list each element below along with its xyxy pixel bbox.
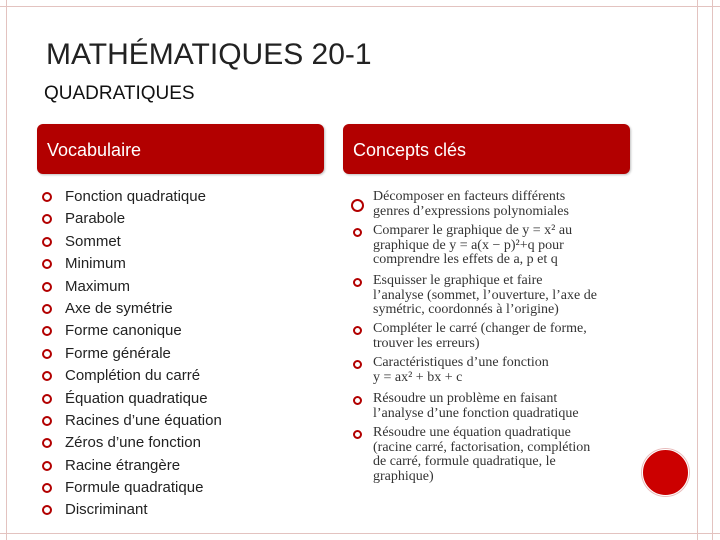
vocabulary-item	[40, 343, 222, 365]
vocabulary-item	[40, 320, 222, 342]
slide-subtitle: QUADRATIQUES	[44, 83, 195, 104]
key-concept-item	[350, 274, 597, 318]
vocabulary-item	[40, 208, 222, 230]
key-concept-item	[350, 426, 590, 484]
vocabulary-item	[40, 253, 222, 275]
bullet-ring-icon	[351, 199, 364, 212]
vocabulary-item-label: Forme canonique	[65, 322, 182, 340]
vocabulary-item-label: Équation quadratique	[65, 389, 208, 407]
bullet-ring-icon	[353, 326, 362, 335]
vocabulary-item	[40, 276, 222, 298]
slide-border-top	[0, 6, 720, 7]
decorative-red-circle	[642, 449, 689, 496]
vocabulary-item	[40, 388, 222, 410]
bullet-ring-icon	[42, 259, 52, 269]
vocabulary-list	[40, 186, 222, 522]
vocabulary-item-label: Racines d’une équation	[65, 411, 222, 429]
vocabulary-item-label: Sommet	[65, 232, 121, 250]
vocabulary-item	[40, 298, 222, 320]
bullet-ring-icon	[42, 461, 52, 471]
slide-border-left	[6, 0, 7, 540]
key-concept-item	[350, 356, 549, 385]
bullet-ring-icon	[353, 278, 362, 287]
vocabulary-item	[40, 231, 222, 253]
bullet-ring-icon	[42, 483, 52, 493]
bullet-ring-icon	[42, 416, 52, 426]
bullet-ring-icon	[42, 237, 52, 247]
vocabulary-item	[40, 365, 222, 387]
bullet-ring-icon	[353, 430, 362, 439]
bullet-ring-icon	[353, 396, 362, 405]
key-concept-item	[350, 322, 587, 351]
slide-border-right-outer	[712, 0, 713, 540]
vocabulary-item-label: Fonction quadratique	[65, 188, 206, 205]
key-concept-item	[350, 190, 569, 219]
slide-border-right	[697, 0, 698, 540]
slide-border-bottom	[0, 533, 720, 534]
bullet-ring-icon	[42, 214, 52, 224]
vocabulary-item-label: Formule quadratique	[65, 479, 204, 497]
bullet-ring-icon	[353, 228, 362, 237]
vocabulary-item-label: Maximum	[65, 277, 131, 295]
vocabulary-item	[40, 186, 222, 208]
vocabulary-item-label: Zéros d’une fonction	[65, 434, 201, 452]
vocabulary-item-label: Minimum	[65, 255, 126, 273]
vocabulary-item	[40, 499, 222, 521]
vocabulary-item	[40, 432, 222, 454]
key-concept-text: Caractéristiques d’une fonction y = ax² + bx + c	[373, 355, 549, 385]
bullet-ring-icon	[42, 438, 52, 448]
bullet-ring-icon	[42, 192, 52, 202]
key-concept-text: Esquisser le graphique et faire l’analyse (sommet, l’ouverture, l’axe de symétric, coordonnés à l’origine)	[373, 273, 597, 317]
key-concept-text: Comparer le graphique de y = x² au graphique de y = a(x − p)²+q pour comprendre les effets de a, p et q	[373, 223, 573, 267]
vocabulary-item	[40, 410, 222, 432]
bullet-ring-icon	[42, 326, 52, 336]
bullet-ring-icon	[353, 360, 362, 369]
vocabulary-header: Vocabulaire	[37, 124, 324, 174]
bullet-ring-icon	[42, 505, 52, 515]
vocabulary-item-label: Forme générale	[65, 344, 171, 362]
bullet-ring-icon	[42, 304, 52, 314]
bullet-ring-icon	[42, 282, 52, 292]
vocabulary-item-label: Axe de symétrie	[65, 299, 173, 317]
key-concept-item	[350, 224, 572, 268]
bullet-ring-icon	[42, 394, 52, 404]
vocabulary-item-label: Parabole	[65, 210, 126, 228]
vocabulary-item-label: Discriminant	[65, 501, 148, 519]
key-concept-text: Résoudre un problème en faisant l’analyse d’une fonction quadratique	[373, 391, 579, 421]
key-concept-item	[350, 392, 579, 421]
bullet-ring-icon	[42, 349, 52, 359]
key-concepts-header: Concepts clés	[343, 124, 630, 174]
key-concept-text: Compléter le carré (changer de forme, trouver les erreurs)	[373, 321, 587, 351]
bullet-ring-icon	[42, 371, 52, 381]
vocabulary-item-label: Complétion du carré	[65, 367, 201, 385]
vocabulary-item	[40, 455, 222, 477]
key-concept-text: Résoudre une équation quadratique (racine carré, factorisation, complétion de carré, formule quadratique, le graphique)	[373, 425, 591, 484]
vocabulary-item	[40, 477, 222, 499]
vocabulary-item-label: Racine étrangère	[65, 456, 181, 474]
slide-title: MATHÉMATIQUES 20-1	[46, 38, 372, 71]
key-concept-text: Décomposer en facteurs différents genres d’expressions polynomiales	[373, 189, 569, 219]
